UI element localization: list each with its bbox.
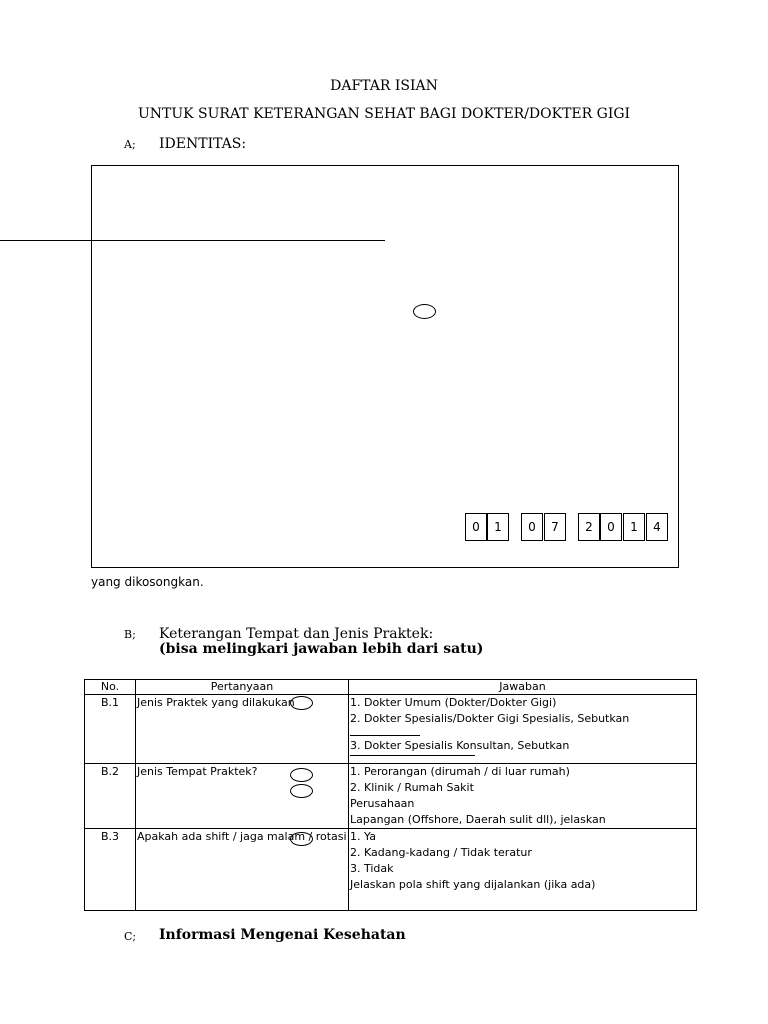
section-c-letter: C; bbox=[124, 930, 137, 943]
horizontal-rule bbox=[0, 240, 385, 241]
answer-option: Perusahaan bbox=[350, 797, 415, 810]
row-number: B.3 bbox=[85, 829, 136, 911]
answer-option: 1. Ya bbox=[350, 830, 376, 843]
answer-option: Jelaskan pola shift yang dijalankan (jika ada) bbox=[350, 878, 596, 891]
header-no: No. bbox=[85, 680, 136, 695]
date-digit-cell: 7 bbox=[544, 513, 566, 541]
answer-option: 2. Kadang-kadang / Tidak teratur bbox=[350, 846, 532, 859]
answer-option: 2. Klinik / Rumah Sakit bbox=[350, 781, 474, 794]
section-b-subtitle: (bisa melingkari jawaban lebih dari satu) bbox=[159, 641, 484, 657]
answer-option: 3. Dokter Spesialis Konsultan, Sebutkan bbox=[350, 739, 570, 752]
identity-box bbox=[91, 165, 679, 568]
oval-mark bbox=[290, 696, 313, 710]
section-c-title: Informasi Mengenai Kesehatan bbox=[159, 927, 406, 943]
answer-option: Lapangan (Offshore, Daerah sulit dll), jelaskan bbox=[350, 813, 606, 826]
row-answers bbox=[349, 695, 697, 764]
date-digit-cell: 4 bbox=[646, 513, 668, 541]
answer-option: 1. Perorangan (dirumah / di luar rumah) bbox=[350, 765, 570, 778]
answer-blank-line bbox=[350, 754, 475, 756]
date-digit-cell: 1 bbox=[487, 513, 509, 541]
oval-mark bbox=[290, 832, 313, 846]
document-subtitle: UNTUK SURAT KETERANGAN SEHAT BAGI DOKTER/DOKTER GIGI bbox=[137, 106, 631, 122]
row-answers bbox=[349, 764, 697, 829]
date-digit-cell: 1 bbox=[623, 513, 645, 541]
date-digit-cell: 0 bbox=[600, 513, 622, 541]
table-header-row bbox=[85, 680, 697, 695]
section-a-title: IDENTITAS: bbox=[159, 136, 247, 152]
oval-mark bbox=[290, 784, 313, 798]
date-digit-cell: 0 bbox=[465, 513, 487, 541]
answer-option: 2. Dokter Spesialis/Dokter Gigi Spesialis, Sebutkan bbox=[350, 712, 630, 725]
header-answer: Jawaban bbox=[349, 680, 697, 695]
section-b-letter: B; bbox=[124, 628, 136, 641]
table-row bbox=[85, 764, 697, 829]
row-question: Jenis Praktek yang dilakukan bbox=[136, 695, 349, 764]
table-row bbox=[85, 695, 697, 764]
row-answers bbox=[349, 829, 697, 911]
section-a-letter: A; bbox=[124, 138, 136, 151]
date-digit-cell: 2 bbox=[578, 513, 600, 541]
row-question: Apakah ada shift / jaga malam / rotasi bbox=[136, 829, 349, 911]
oval-mark bbox=[413, 304, 436, 319]
section-b-title: Keterangan Tempat dan Jenis Praktek: bbox=[159, 626, 434, 642]
answer-blank-line bbox=[350, 727, 420, 736]
row-number: B.2 bbox=[85, 764, 136, 829]
row-question: Jenis Tempat Praktek? bbox=[136, 764, 349, 829]
answer-option: 1. Dokter Umum (Dokter/Dokter Gigi) bbox=[350, 696, 557, 709]
identity-note: yang dikosongkan. bbox=[91, 575, 204, 589]
date-digit-cell: 0 bbox=[521, 513, 543, 541]
row-number: B.1 bbox=[85, 695, 136, 764]
oval-mark bbox=[290, 768, 313, 782]
table-row bbox=[85, 829, 697, 911]
header-question: Pertanyaan bbox=[136, 680, 349, 695]
answer-option: 3. Tidak bbox=[350, 862, 394, 875]
practice-table bbox=[84, 679, 697, 911]
document-title: DAFTAR ISIAN bbox=[330, 78, 438, 94]
